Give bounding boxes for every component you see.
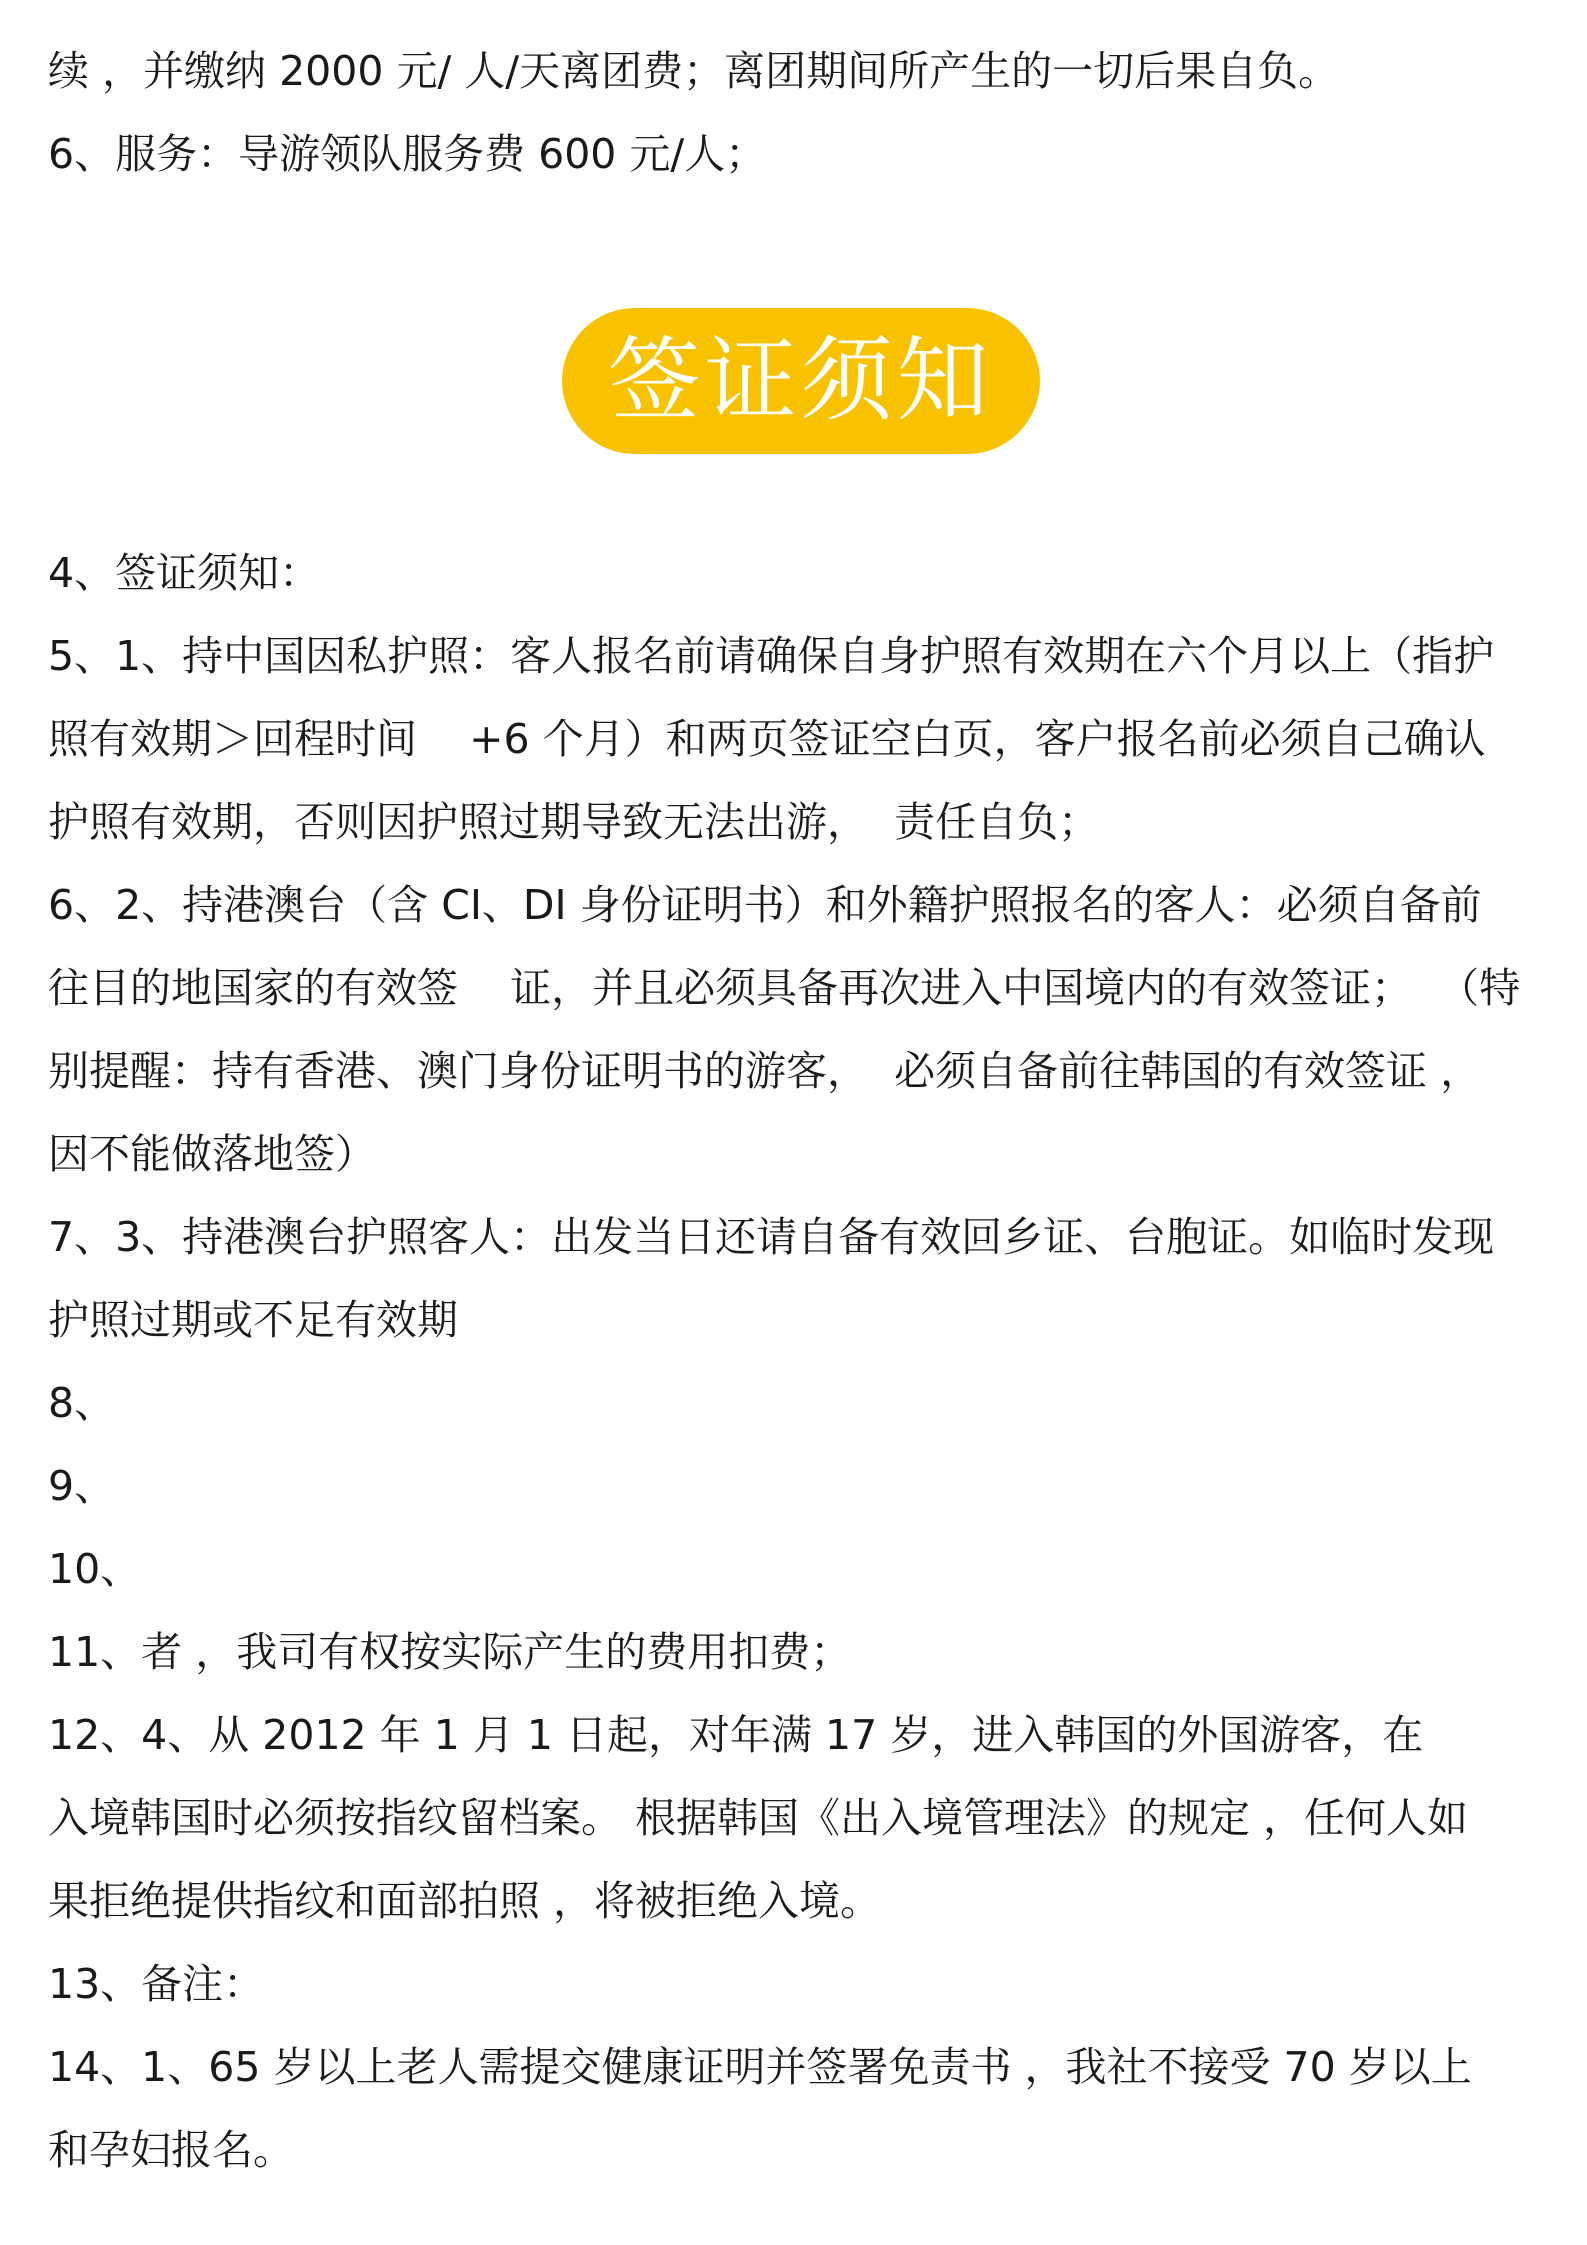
body-line: 9、 bbox=[48, 1462, 116, 1510]
body-line: 11、者 ，我司有权按实际产生的费用扣费； bbox=[48, 1628, 852, 1676]
body-line: 护照有效期，否则因护照过期导致无法出游， 责任自负； bbox=[48, 798, 1100, 846]
body-line: 照有效期＞回程时间 +6 个月）和两页签证空白页，客户报名前必须自己确认 bbox=[48, 715, 1486, 763]
intro-section bbox=[48, 30, 1339, 196]
body-line: 7、3、持港澳台护照客人：出发当日还请自备有效回乡证、台胞证。如临时发现 bbox=[48, 1213, 1495, 1261]
body-line: 8、 bbox=[48, 1379, 116, 1427]
intro-line-1: 续 ，并缴纳 2000 元/ 人/天离团费；离团期间所产生的一切后果自负。 bbox=[48, 47, 1340, 95]
body-line: 和孕妇报名。 bbox=[48, 2126, 294, 2174]
body-line: 别提醒：持有香港、澳门身份证明书的游客， 必须自备前往韩国的有效签证 ， bbox=[48, 1047, 1482, 1095]
body-line: 果拒绝提供指纹和面部拍照 ，将被拒绝入境。 bbox=[48, 1877, 882, 1925]
intro-line-2: 6、服务：导游领队服务费 600 元/人； bbox=[48, 130, 767, 178]
body-line: 入境韩国时必须按指纹留档案。 根据韩国《出入境管理法》的规定 ，任何人如 bbox=[48, 1794, 1469, 1842]
visa-notice-title: 签证须知 bbox=[608, 327, 993, 434]
body-line: 12、4、从 2012 年 1 月 1 日起，对年满 17 岁，进入韩国的外国游客，在 bbox=[48, 1711, 1424, 1759]
visa-notice-body bbox=[48, 532, 1520, 2192]
section-banner-wrapper bbox=[0, 308, 1587, 454]
body-line: 因不能做落地签） bbox=[48, 1130, 376, 1178]
body-line: 6、2、持港澳台（含 CI、DI 身份证明书）和外籍护照报名的客人：必须自备前 bbox=[48, 881, 1482, 929]
visa-notice-banner bbox=[562, 308, 1040, 454]
body-line: 5、1、持中国因私护照：客人报名前请确保自身护照有效期在六个月以上（指护 bbox=[48, 632, 1495, 680]
body-line: 往目的地国家的有效签 证，并且必须具备再次进入中国境内的有效签证； （特 bbox=[48, 964, 1521, 1012]
body-line: 14、1、65 岁以上老人需提交健康证明并签署免责书 ，我社不接受 70 岁以上 bbox=[48, 2043, 1472, 2091]
body-line: 13、备注： bbox=[48, 1960, 265, 2008]
body-line: 4、签证须知： bbox=[48, 549, 321, 597]
body-line: 10、 bbox=[48, 1545, 142, 1593]
body-line: 护照过期或不足有效期 bbox=[48, 1296, 458, 1344]
